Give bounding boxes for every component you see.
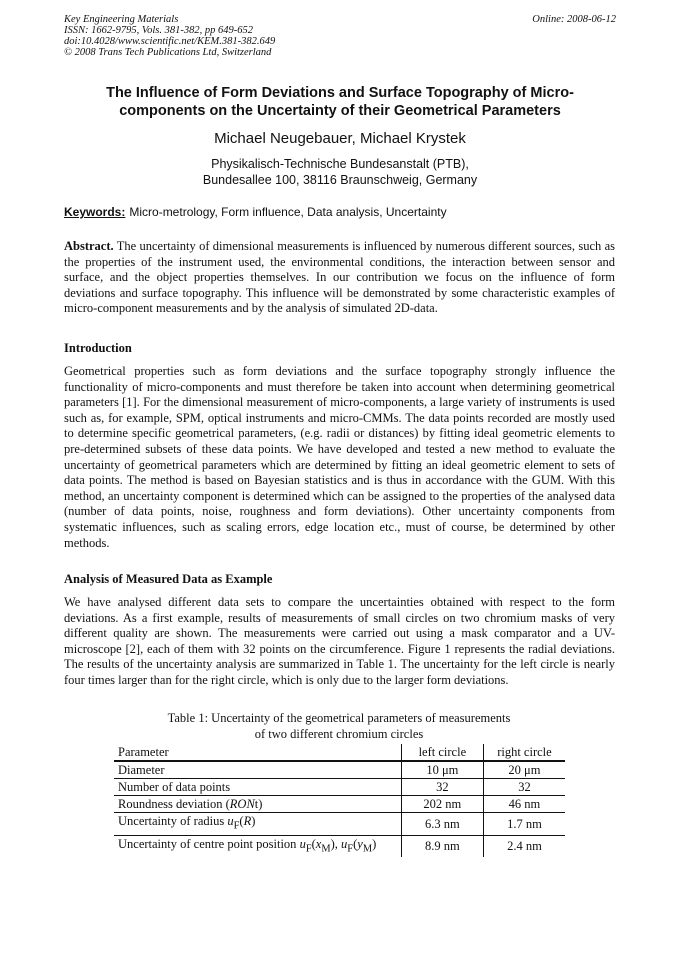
uncertainty-table [114,744,565,857]
table-header-row [114,744,565,761]
section-heading-introduction: Introduction [64,341,132,355]
radius-close-paren: ) [251,814,256,828]
title-line-2: components on the Uncertainty of their Geometrical Parameters [119,103,561,119]
cell-right-radius-uncertainty: 1.7 nm [483,813,565,836]
centre-symbol-ysub: M [362,843,373,854]
row-parameter-centre-uncertainty: Uncertainty of centre point position $u_F(x_M)$, $u_F(y_M)$ [118,836,377,854]
centre-symbol-y: y [357,836,363,851]
cell-left-data-points: 32 [401,779,483,796]
cell-left-roundness: 202 nm [401,796,483,813]
keywords-label: Keywords: [64,205,126,219]
online-date: Online: 2008-06-12 [532,14,616,25]
abstract-text: The uncertainty of dimensional measurements is influenced by numerous different sources, such as the properties of the instrument used, the environmental conditions, the interaction between sensor and surface, and the object properties themselves. In our contribution we focus on the influence of form deviations and surface topography. This influence will be demonstrated by some characteristic examples of micro-component measurements and by the analysis of simulated 2D-data. [64,239,615,316]
paper-title [64,84,616,120]
roundness-label-pre: Roundness deviation ( [118,797,230,811]
radius-symbol-sub: F [233,820,240,832]
copyright-line: © 2008 Trans Tech Publications Ltd, Switzerland [64,47,272,58]
cell-left-centre-uncertainty: 8.9 nm [401,835,483,857]
radius-open-paren: ( [239,814,244,828]
table-caption [114,711,564,742]
centre-symbol-xsub: M [321,843,331,854]
row-parameter-data-points: Number of data points [114,779,401,796]
issn-line: ISSN: 1662-9795, Vols. 381-382, pp 649-652 [64,25,253,36]
cell-right-data-points: 32 [483,779,565,796]
keywords-text: Micro-metrology, Form influence, Data analysis, Uncertainty [129,205,447,219]
section-heading-analysis: Analysis of Measured Data as Example [64,572,273,586]
affiliation-line-1: Physikalisch-Technische Bundesanstalt (PTB), [211,157,469,171]
radius-symbol-r: R [243,814,252,828]
cell-right-roundness: 46 nm [483,796,565,813]
roundness-label-symbol: RON [229,797,255,811]
centre-symbol-x: x [315,836,322,851]
journal-name: Key Engineering Materials [64,14,179,25]
abstract-label: Abstract. [64,239,114,253]
table-row [114,796,565,813]
affiliation [64,156,616,188]
column-header-left-circle: left circle [401,744,483,761]
column-header-right-circle: right circle [483,744,565,761]
title-line-1: The Influence of Form Deviations and Surface Topography of Micro- [106,85,574,101]
cell-left-diameter: 10 μm [401,761,483,779]
cell-left-radius-uncertainty: 6.3 nm [401,813,483,836]
journal-header [64,14,616,58]
analysis-text: We have analysed different data sets to compare the uncertainties obtained with respect to the form deviations. As a first example, results of measurements of small circles on two chromium masks of very different quality are shown. The measurements were carried out using a mask comparator and a UV-microscope [2], each of them with 32 points on the circumference. Figure 1 represents the radial deviations. The results of the uncertainty analysis are summarized in Table 1. The uncertainty for the left circle is nearly four times larger than for the right circle, which is only due to the larger form deviations. [64,595,615,687]
centre-symbol-u2: u [341,836,348,851]
row-parameter-radius-uncertainty [114,813,401,836]
centre-symbol-u1: u [299,836,306,851]
affiliation-line-2: Bundesallee 100, 38116 Braunschweig, Germany [202,173,478,187]
radius-label-pre: Uncertainty of radius [118,814,228,828]
table-row [114,761,565,779]
row-parameter-diameter: Diameter [114,761,401,779]
table-row [114,835,565,857]
row-parameter-roundness [114,796,401,813]
cell-right-diameter: 20 μm [483,761,565,779]
radius-symbol-u: u [227,814,234,828]
roundness-label-post: t) [254,797,263,811]
table-caption-line-2: of two different chromium circles [254,726,424,741]
doi-line: doi:10.4028/www.scientific.net/KEM.381-382.649 [64,36,276,47]
authors: Michael Neugebauer, Michael Krystek [214,130,466,147]
column-header-parameter: Parameter [114,744,401,761]
table-row [114,779,565,796]
table-row [114,813,565,836]
introduction-text: Geometrical properties such as form deviations and the surface topography strongly influence the functionality of micro-components and must therefore be taken into account when determining geometrical parameters [1]. For the dimensional measurement of micro-components, a large variety of instruments is used such as, for example, SPM, optical instruments and micro-CMMs. The data points recorded are mostly used to determine specific geometrical parameters, (e.g. radii or distances) by fitting ideal geometric elements to pre-determined subsets of these data points. We have developed and tested a new method to evaluate the uncertainty of geometrical parameters which are determined by fitting an ideal geometric element to sets of data points. The method is based on Bayesian statistics and is thus in accordance with the GUM. With this method, an uncertainty component is determined which can be assigned to the properties of the analysed data (number of data points, noise, roughness and form deviations). Other uncertainty components from systematic influences, such as scaling errors, edge location etc., must of course, be determined by other methods. [64,364,615,550]
centre-symbol-sub1: F [305,843,312,854]
cell-right-centre-uncertainty: 2.4 nm [483,835,565,857]
centre-label-pre: Uncertainty of centre point position [118,836,300,851]
abstract [64,239,615,317]
keywords [64,205,616,220]
table-caption-line-1: Table 1: Uncertainty of the geometrical parameters of measurements [167,711,511,725]
centre-symbol-sub2: F [347,843,354,854]
